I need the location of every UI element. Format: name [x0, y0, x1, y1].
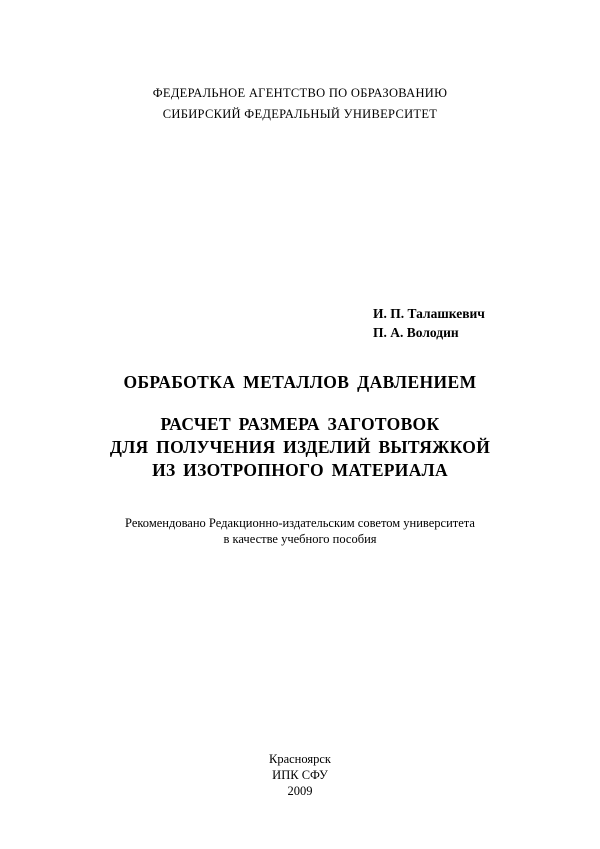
subtitle-line: ИЗ ИЗОТРОПНОГО МАТЕРИАЛА — [152, 460, 448, 480]
recommendation-line: в качестве учебного пособия — [223, 532, 377, 546]
imprint-city: Красноярск — [268, 752, 331, 766]
university-name: СИБИРСКИЙ ФЕДЕРАЛЬНЫЙ УНИВЕРСИТЕТ — [162, 107, 438, 121]
imprint-year: 2009 — [287, 784, 313, 798]
author-name: П. А. Володин — [373, 325, 459, 340]
authors-block — [373, 304, 573, 342]
subtitle-line: РАСЧЕТ РАЗМЕРА ЗАГОТОВОК — [160, 414, 440, 434]
subtitle-line: ДЛЯ ПОЛУЧЕНИЯ ИЗДЕЛИЙ ВЫТЯЖКОЙ — [109, 437, 491, 457]
agency-name: ФЕДЕРАЛЬНОЕ АГЕНТСТВО ПО ОБРАЗОВАНИЮ — [152, 86, 448, 100]
recommendation-line: Рекомендовано Редакционно-издательским советом университета — [125, 516, 475, 530]
imprint-publisher: ИПК СФУ — [272, 768, 328, 782]
author-name: И. П. Талашкевич — [373, 306, 485, 321]
book-title: ОБРАБОТКА МЕТАЛЛОВ ДАВЛЕНИЕМ — [123, 372, 477, 392]
